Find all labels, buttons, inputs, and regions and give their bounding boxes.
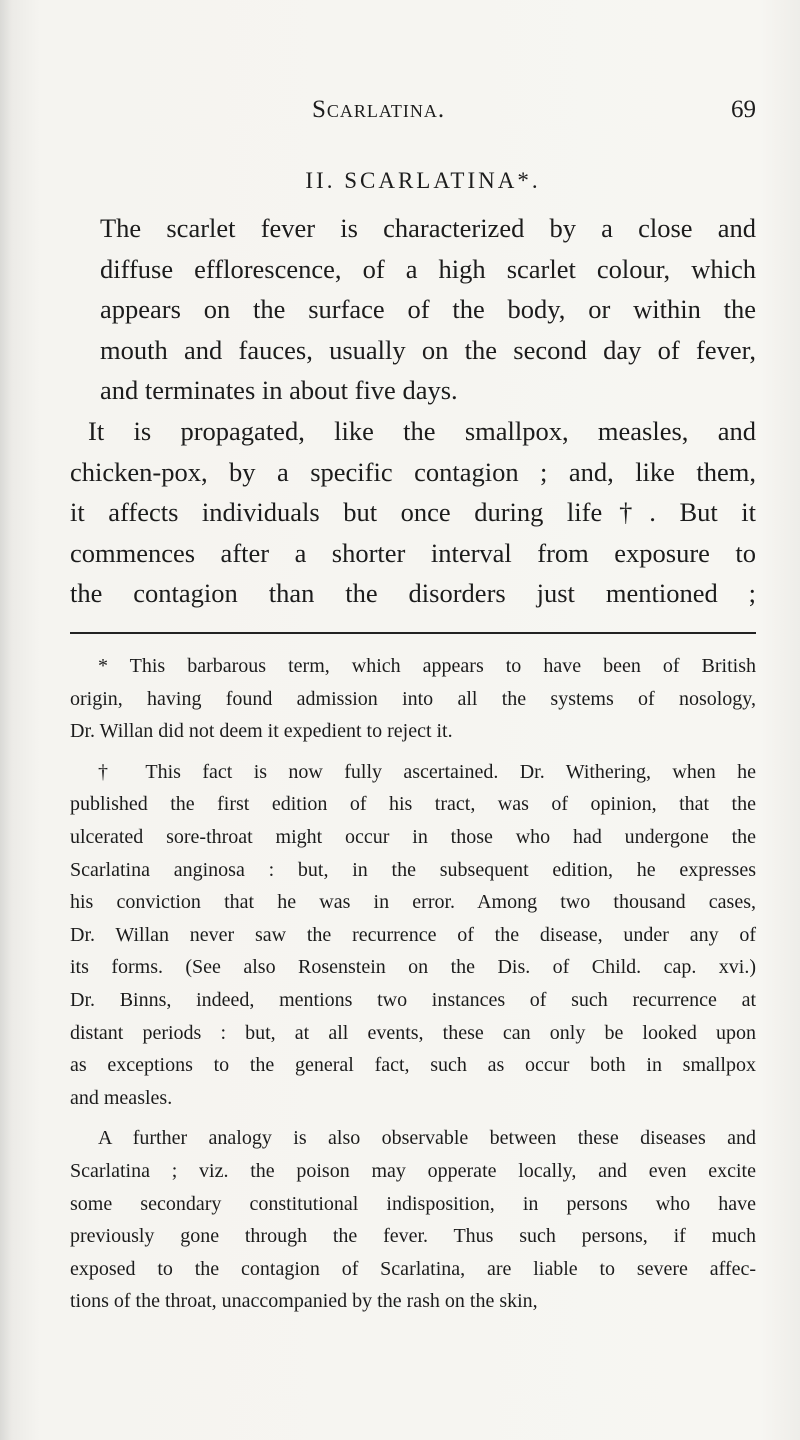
footnote-line: exposed to the contagion of Scarlatina, are liable to severe affec- <box>70 1257 756 1280</box>
footnote-line: Scarlatina anginosa : but, in the subsequent edition, he expresses <box>70 858 756 881</box>
footnote-line: Dr. Willan did not deem it expedient to reject it. <box>70 720 453 743</box>
text-line: It is propagated, like the smallpox, measles, and <box>88 415 756 446</box>
footnote-line: Dr. Willan never saw the recurrence of the disease, under any of <box>70 923 756 946</box>
footnote-line: published the first edition of his tract, was of opinion, that the <box>70 793 756 816</box>
footnote-line: A further analogy is also observable between these diseases and <box>98 1127 756 1150</box>
footnote-2 <box>70 756 756 1115</box>
footnote-3 <box>70 1122 756 1318</box>
footnotes <box>70 650 756 1318</box>
footnote-line: Scarlatina ; viz. the poison may opperate locally, and even excite <box>70 1159 756 1182</box>
footnote-line: origin, having found admission into all the systems of nosology, <box>70 687 756 710</box>
paragraph-1 <box>70 208 756 411</box>
text-line: diffuse efflorescence, of a high scarlet colour, which <box>100 253 756 284</box>
footnote-1 <box>70 650 756 748</box>
footnote-line: some secondary constitutional indisposition, in persons who have <box>70 1192 756 1215</box>
footnote-line: his conviction that he was in error. Among two thousand cases, <box>70 891 756 914</box>
text-line: mouth and fauces, usually on the second day of fever, <box>100 334 756 365</box>
footnote-line: * This barbarous term, which appears to have been of British <box>98 655 756 677</box>
running-head <box>0 96 800 136</box>
footnote-line: distant periods : but, at all events, these can only be looked upon <box>70 1021 756 1044</box>
paragraph-2 <box>70 411 756 614</box>
text-line: it affects individuals but once during life†. But it <box>70 497 756 528</box>
footnote-line: previously gone through the fever. Thus such persons, if much <box>70 1225 756 1248</box>
text-line: and terminates in about five days. <box>100 375 458 406</box>
text-line: chicken-pox, by a specific contagion ; and, like them, <box>70 456 756 487</box>
footnote-line: its forms. (See also Rosenstein on the Dis. of Child. cap. xvi.) <box>70 956 756 979</box>
footnote-line: Dr. Binns, indeed, mentions two instances of such recurrence at <box>70 988 756 1011</box>
footnote-rule <box>70 632 756 634</box>
text-line: commences after a shorter interval from exposure to <box>70 537 756 568</box>
main-text <box>70 208 756 614</box>
page-number: 69 <box>731 96 756 123</box>
running-title: Scarlatina. <box>312 96 446 123</box>
footnote-line: ulcerated sore-throat might occur in those who had undergone the <box>70 825 756 848</box>
footnote-line: † This fact is now fully ascertained. Dr. Withering, when he <box>98 760 756 783</box>
text-line: The scarlet fever is characterized by a close and <box>100 213 756 243</box>
text-line: appears on the surface of the body, or within the <box>100 294 756 325</box>
footnote-line: tions of the throat, unaccompanied by the rash on the skin, <box>70 1290 538 1313</box>
footnote-line: and measles. <box>70 1086 173 1109</box>
footnote-line: as exceptions to the general fact, such as occur both in smallpox <box>70 1054 756 1077</box>
text-line: the contagion than the disorders just mentioned ; <box>70 578 756 609</box>
section-heading: II. SCARLATINA*. <box>305 168 541 193</box>
